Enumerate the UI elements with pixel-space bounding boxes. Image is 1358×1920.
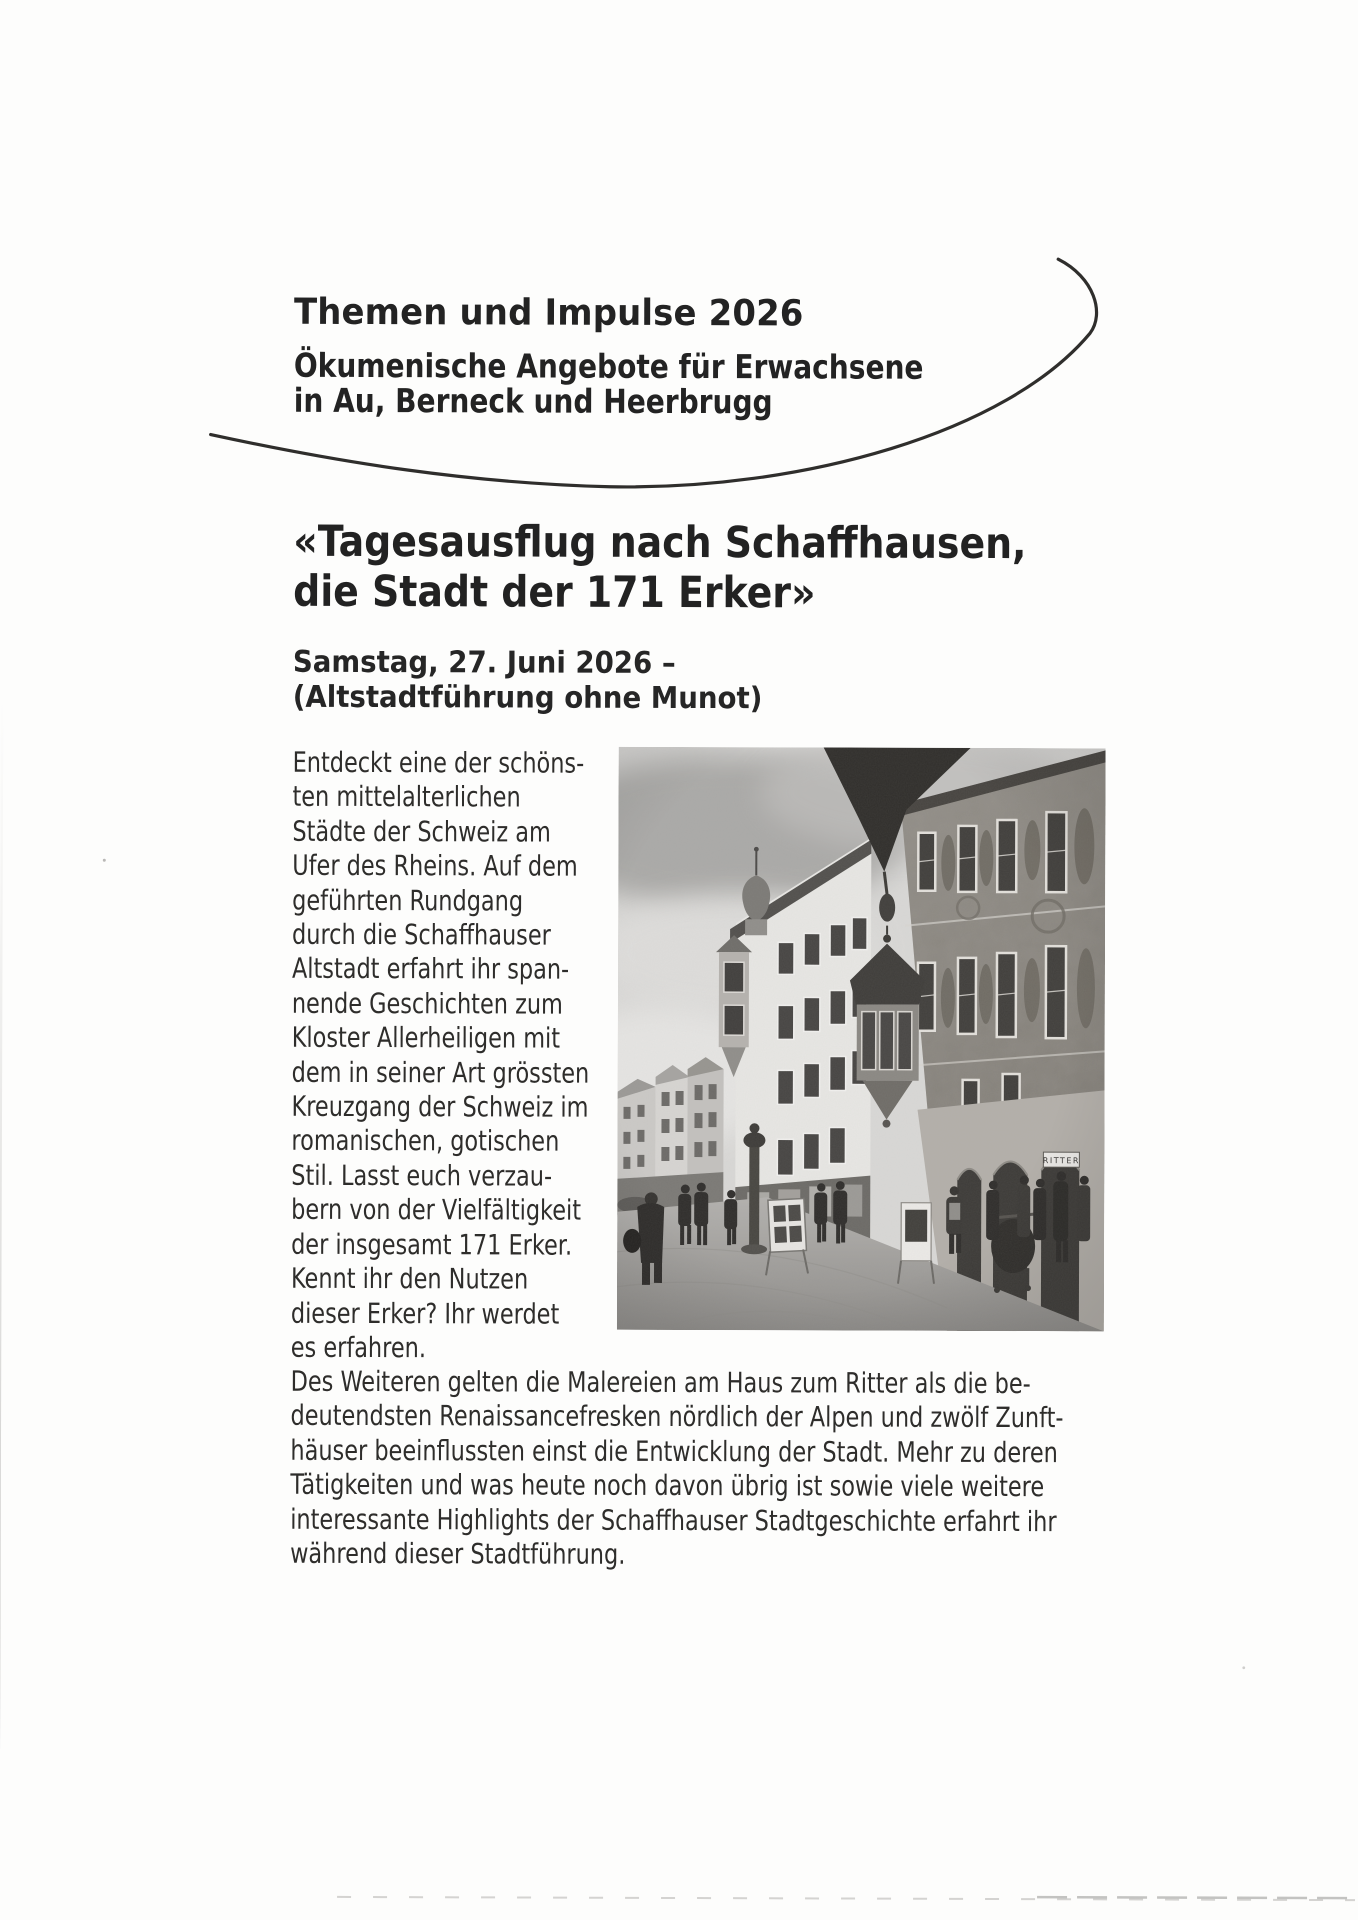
text-line: Des Weiteren gelten die Malereien am Haus zum Ritter als die be- <box>290 1364 1031 1401</box>
text-line: dieser Erker? Ihr werdet <box>290 1296 560 1331</box>
text-line: Kreuzgang der Schweiz im <box>291 1089 589 1124</box>
subtitle-line-1: Ökumenische Angebote für Erwachsene <box>293 345 924 387</box>
scan-speckle <box>103 859 106 862</box>
text-line: romanischen, gotischen <box>291 1124 560 1159</box>
text-line: interessante Highlights der Schaffhauser Stadtgeschichte erfahrt ihr <box>290 1502 1057 1538</box>
event-date-line-2: (Altstadtführung ohne Munot) <box>292 679 763 717</box>
photo-schaffhausen-street <box>617 747 1106 1332</box>
body-text-column <box>291 746 591 1366</box>
text-line: während dieser Stadtführung. <box>290 1536 626 1571</box>
event-title-line-2: die Stadt der 171 Erker» <box>293 566 816 619</box>
page-title: Themen und Impulse 2026 <box>293 291 804 335</box>
text-line: nende Geschichten zum <box>291 986 563 1021</box>
text-line: Altstadt erfahrt ihr span- <box>291 952 570 987</box>
event-title <box>293 517 1026 619</box>
scan-artifact-left-edge <box>0 698 3 1918</box>
event-title-line-1: «Tagesausflug nach Schaffhausen, <box>293 516 1027 570</box>
text-line: deutendsten Renaissancefresken nördlich der Alpen und zwölf Zunft- <box>290 1399 1064 1435</box>
scan-speckle <box>1242 1666 1245 1669</box>
text-line: bern von der Vielfältigkeit <box>291 1193 582 1227</box>
page-subtitle <box>293 345 924 422</box>
text-line: der insgesamt 171 Erker. <box>291 1227 573 1262</box>
text-line: geführten Rundgang <box>292 883 524 918</box>
text-line: ten mittelalterlichen <box>292 780 521 814</box>
scan-artifact-line-right <box>1037 1897 1355 1898</box>
scan-artifact-dashed-line <box>337 1897 1355 1900</box>
text-line: durch die Schaffhauser <box>292 917 551 952</box>
text-line: Kennt ihr den Nutzen <box>290 1261 529 1296</box>
text-line: Ufer des Rheins. Auf dem <box>292 849 578 883</box>
subtitle-line-2: in Au, Berneck und Heerbrugg <box>293 380 773 422</box>
text-line: es erfahren. <box>290 1330 427 1365</box>
event-date-line-1: Samstag, 27. Juni 2026 – <box>292 644 676 681</box>
text-line: Städte der Schweiz am <box>292 814 551 849</box>
text-line: Entdeckt eine der schöns- <box>292 745 585 780</box>
vignette <box>617 747 1106 1332</box>
body-text-full-width <box>290 1365 1064 1574</box>
text-line: Kloster Allerheiligen mit <box>291 1021 561 1055</box>
event-date <box>293 645 763 716</box>
photo-illustration <box>617 747 1106 1332</box>
text-line: Tätigkeiten und was heute noch davon übrig ist sowie viele weitere <box>290 1468 1045 1504</box>
text-line: Stil. Lasst euch verzau- <box>291 1158 553 1193</box>
text-line: dem in seiner Art grössten <box>291 1055 590 1090</box>
text-line: häuser beeinflussten einst die Entwicklung der Stadt. Mehr zu deren <box>290 1433 1058 1470</box>
